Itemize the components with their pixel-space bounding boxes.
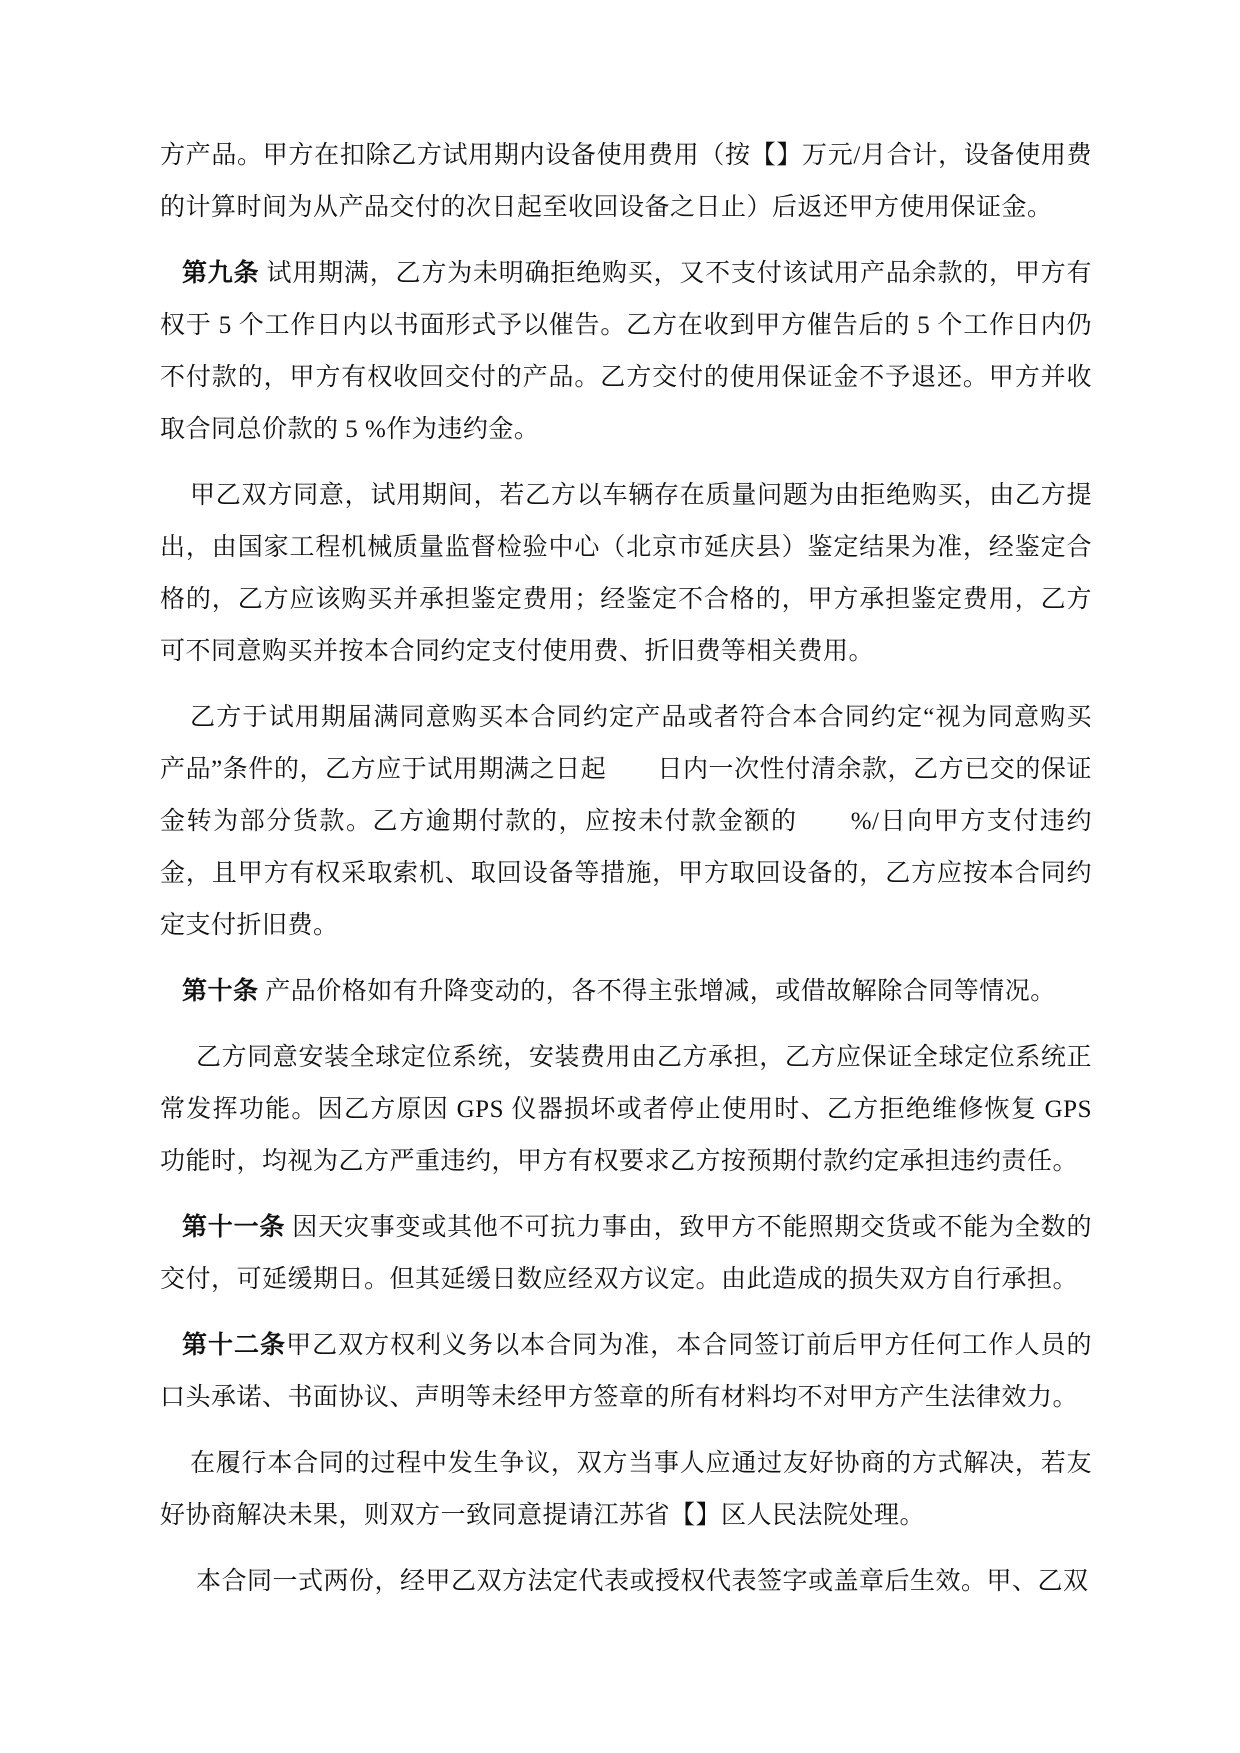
article-10-label: 第十条 <box>182 978 259 1005</box>
paragraph-text: 乙方于试用期届满同意购买本合同约定产品或者符合本合同约定“视为同意购买产品”条件的，乙方应于试用期满之日起 日内一次性付清余款，乙方已交的保证金转为部分货款。乙方逾期付款的，应按未付款金额的 %/日向甲方支付违约金，且甲方有权采取索机、取回设备等措施，甲方取回设备的，乙方应按本合同约定支付折旧费。 <box>160 704 1092 939</box>
paragraph-text: 方产品。甲方在扣除乙方试用期内设备使用费用（按【】万元/月合计，设备使用费的计算时间为从产品交付的次日起至收回设备之日止）后返还甲方使用保证金。 <box>160 142 1092 221</box>
article-10-paragraph <box>160 966 1092 1018</box>
paragraph-quality-inspection <box>160 470 1092 678</box>
paragraph-text: 产品价格如有升降变动的，各不得主张增减，或借故解除合同等情况。 <box>258 978 1056 1005</box>
paragraph-continuation-deposit-refund <box>160 130 1092 234</box>
article-12-label: 第十二条 <box>182 1332 287 1359</box>
paragraph-gps-installation <box>160 1032 1092 1188</box>
paragraph-text: 甲乙双方权利义务以本合同为准，本合同签订前后甲方任何工作人员的口头承诺、书面协议、声明等未经甲方签章的所有材料均不对甲方产生法律效力。 <box>160 1332 1092 1411</box>
paragraph-text: 试用期满，乙方为未明确拒绝购买，又不支付该试用产品余款的，甲方有权于 5 个工作日内以书面形式予以催告。乙方在收到甲方催告后的 5 个工作日内仍不付款的，甲方有权收回交付的产品。乙方交付的使用保证金不予退还。甲方并收取合同总价款的 5 %作为违约金。 <box>160 260 1092 443</box>
paragraph-text: 本合同一式两份，经甲乙双方法定代表或授权代表签字或盖章后生效。甲、乙双 <box>196 1568 1089 1595</box>
article-11-paragraph <box>160 1202 1092 1306</box>
paragraph-text: 在履行本合同的过程中发生争议，双方当事人应通过友好协商的方式解决，若友好协商解决未果，则双方一致同意提请江苏省【】区人民法院处理。 <box>160 1450 1092 1529</box>
article-9-label: 第九条 <box>182 260 260 287</box>
paragraph-text: 因天灾事变或其他不可抗力事由，致甲方不能照期交货或不能为全数的交付，可延缓期日。但其延缓日数应经双方议定。由此造成的损失双方自行承担。 <box>160 1214 1092 1293</box>
article-9-paragraph <box>160 248 1092 456</box>
paragraph-purchase-payment <box>160 692 1092 952</box>
paragraph-text: 甲乙双方同意，试用期间，若乙方以车辆存在质量问题为由拒绝购买，由乙方提出，由国家工程机械质量监督检验中心（北京市延庆县）鉴定结果为准，经鉴定合格的，乙方应该购买并承担鉴定费用；经鉴定不合格的，甲方承担鉴定费用，乙方可不同意购买并按本合同约定支付使用费、折旧费等相关费用。 <box>160 482 1092 665</box>
paragraph-dispute-resolution <box>160 1438 1092 1542</box>
article-12-paragraph <box>160 1320 1092 1424</box>
paragraph-counterparts-effectiveness <box>160 1556 1092 1608</box>
article-11-label: 第十一条 <box>182 1214 286 1241</box>
paragraph-text: 乙方同意安装全球定位系统，安装费用由乙方承担，乙方应保证全球定位系统正常发挥功能。因乙方原因 GPS 仪器损坏或者停止使用时、乙方拒绝维修恢复 GPS 功能时，均视为乙方严重违约，甲方有权要求乙方按预期付款约定承担违约责任。 <box>160 1044 1092 1175</box>
